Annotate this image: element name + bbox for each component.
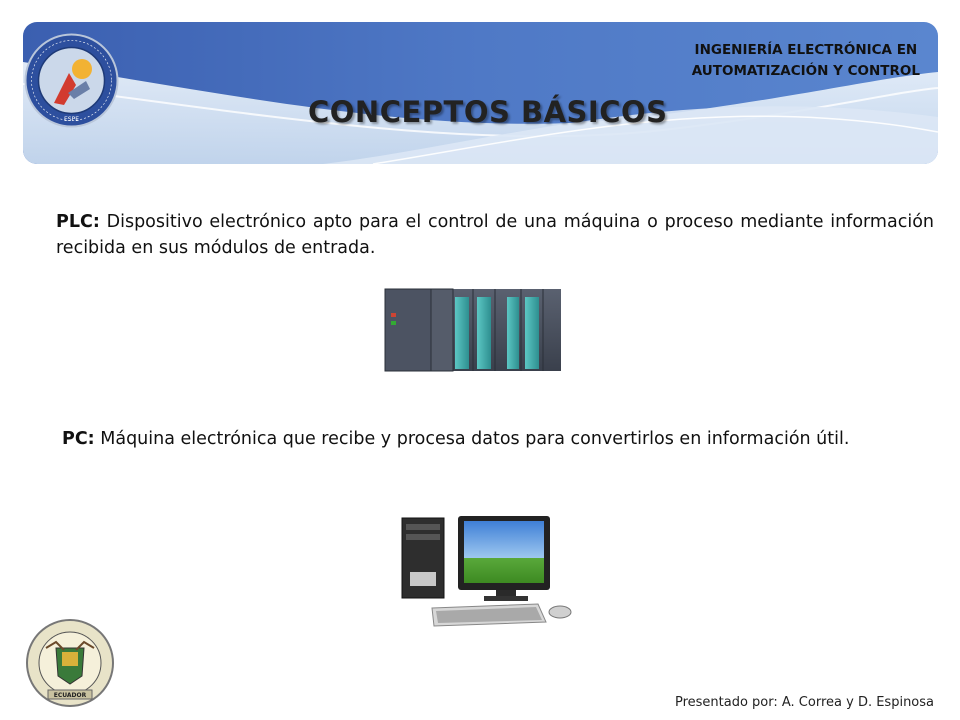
plc-image <box>383 287 563 373</box>
department-name <box>692 40 920 82</box>
pc-image <box>400 512 578 628</box>
university-seal-logo <box>24 618 116 708</box>
pc-definition-paragraph <box>62 426 938 452</box>
pc-definition: Máquina electrónica que recibe y procesa datos para convertirlos en información útil. <box>100 429 850 449</box>
pc-term: PC: <box>62 429 95 449</box>
slide-title: CONCEPTOS BÁSICOS <box>308 95 668 129</box>
department-line-1: INGENIERÍA ELECTRÓNICA EN <box>694 42 918 58</box>
plc-definition: Dispositivo electrónico apto para el control de una máquina o proceso mediante información recibida en sus módulos de entrada. <box>56 212 934 258</box>
presenter-credit: Presentado por: A. Correa y D. Espinosa <box>674 695 934 710</box>
svg-text:ESPE: ESPE <box>63 116 80 123</box>
plc-term: PLC: <box>56 212 100 232</box>
department-line-2: AUTOMATIZACIÓN Y CONTROL <box>691 63 920 79</box>
department-seal-logo <box>24 33 119 128</box>
plc-definition-paragraph <box>56 209 934 261</box>
svg-text:ECUADOR: ECUADOR <box>53 692 87 699</box>
